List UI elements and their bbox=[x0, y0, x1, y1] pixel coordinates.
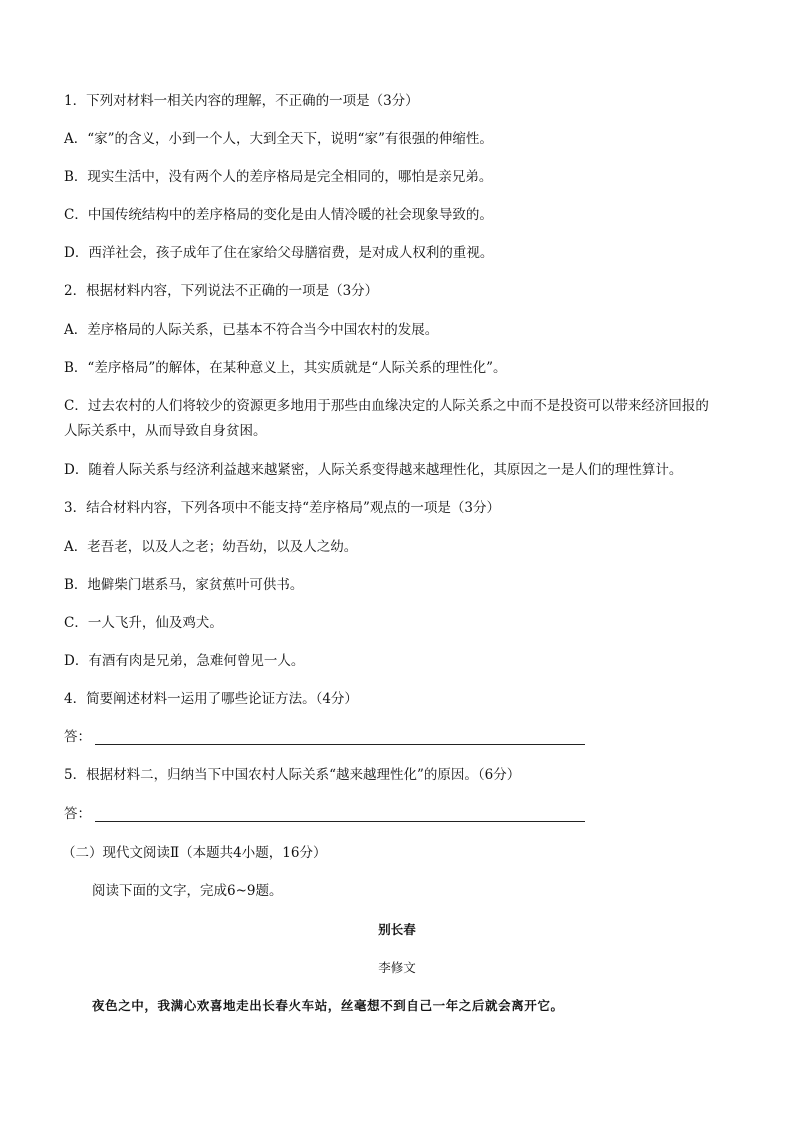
q3-stem: 3．结合材料内容，下列各项中不能支持“差序格局”观点的一项是（3分） bbox=[64, 500, 500, 516]
q4-answer-label: 答： bbox=[64, 729, 91, 745]
article-author: 李修文 bbox=[378, 960, 416, 975]
q3-option-c: C．一人飞升，仙及鸡犬。 bbox=[64, 615, 223, 631]
q4-answer-row bbox=[64, 725, 585, 745]
q1-option-b: B．现实生活中，没有两个人的差序格局是完全相同的，哪怕是亲兄弟。 bbox=[64, 169, 493, 185]
article-first-line: 夜色之中，我满心欢喜地走出长春火车站，丝毫想不到自己一年之后就会离开它。 bbox=[92, 998, 564, 1013]
q5-stem: 5．根据材料二，归纳当下中国农村人际关系“越来越理性化”的原因。（6分） bbox=[64, 767, 521, 783]
q3-option-a: A．老吾老，以及人之老；幼吾幼，以及人之幼。 bbox=[64, 539, 358, 555]
q2-option-c: C．过去农村的人们将较少的资源更多地用于那些由血缘决定的人际关系之中而不是投资可以带来经济回报的人际关系中，从而导致自身贫困。 bbox=[64, 398, 709, 439]
q3-option-d: D．有酒有肉是兄弟，急难何曾见一人。 bbox=[64, 653, 305, 669]
q5-answer-row bbox=[64, 802, 585, 822]
q4-stem: 4．简要阐述材料一运用了哪些论证方法。（4分） bbox=[64, 691, 358, 707]
q5-answer-label: 答： bbox=[64, 806, 91, 822]
q2-stem: 2．根据材料内容，下列说法不正确的一项是（3分） bbox=[64, 283, 379, 299]
q1-stem: 1．下列对材料一相关内容的理解，不正确的一项是（3分） bbox=[64, 93, 419, 109]
q5-answer-line[interactable] bbox=[95, 803, 585, 822]
q2-option-b: B．“差序格局”的解体，在某种意义上，其实质就是“人际关系的理性化”。 bbox=[64, 360, 507, 376]
q3-option-b: B．地僻柴门堪系马，家贫蕉叶可供书。 bbox=[64, 577, 304, 593]
section-heading: （二）现代文阅读Ⅱ（本题共4小题，16分） bbox=[62, 845, 327, 861]
section-instruction: 阅读下面的文字，完成6~9题。 bbox=[92, 883, 283, 899]
q2-option-d: D．随着人际关系与经济利益越来越紧密，人际关系变得越来越理性化，其原因之一是人们的理性算计。 bbox=[64, 462, 683, 478]
article-title: 别长春 bbox=[378, 922, 416, 937]
q1-option-c: C．中国传统结构中的差序格局的变化是由人情冷暖的社会现象导致的。 bbox=[64, 207, 493, 223]
q2-option-a: A．差序格局的人际关系，已基本不符合当今中国农村的发展。 bbox=[64, 322, 439, 338]
q4-answer-line[interactable] bbox=[95, 726, 585, 745]
q1-option-d: D．西洋社会，孩子成年了住在家给父母膳宿费，是对成人权利的重视。 bbox=[64, 245, 494, 261]
q1-option-a: A．“家”的含义，小到一个人，大到全天下，说明“家”有很强的伸缩性。 bbox=[64, 131, 493, 147]
